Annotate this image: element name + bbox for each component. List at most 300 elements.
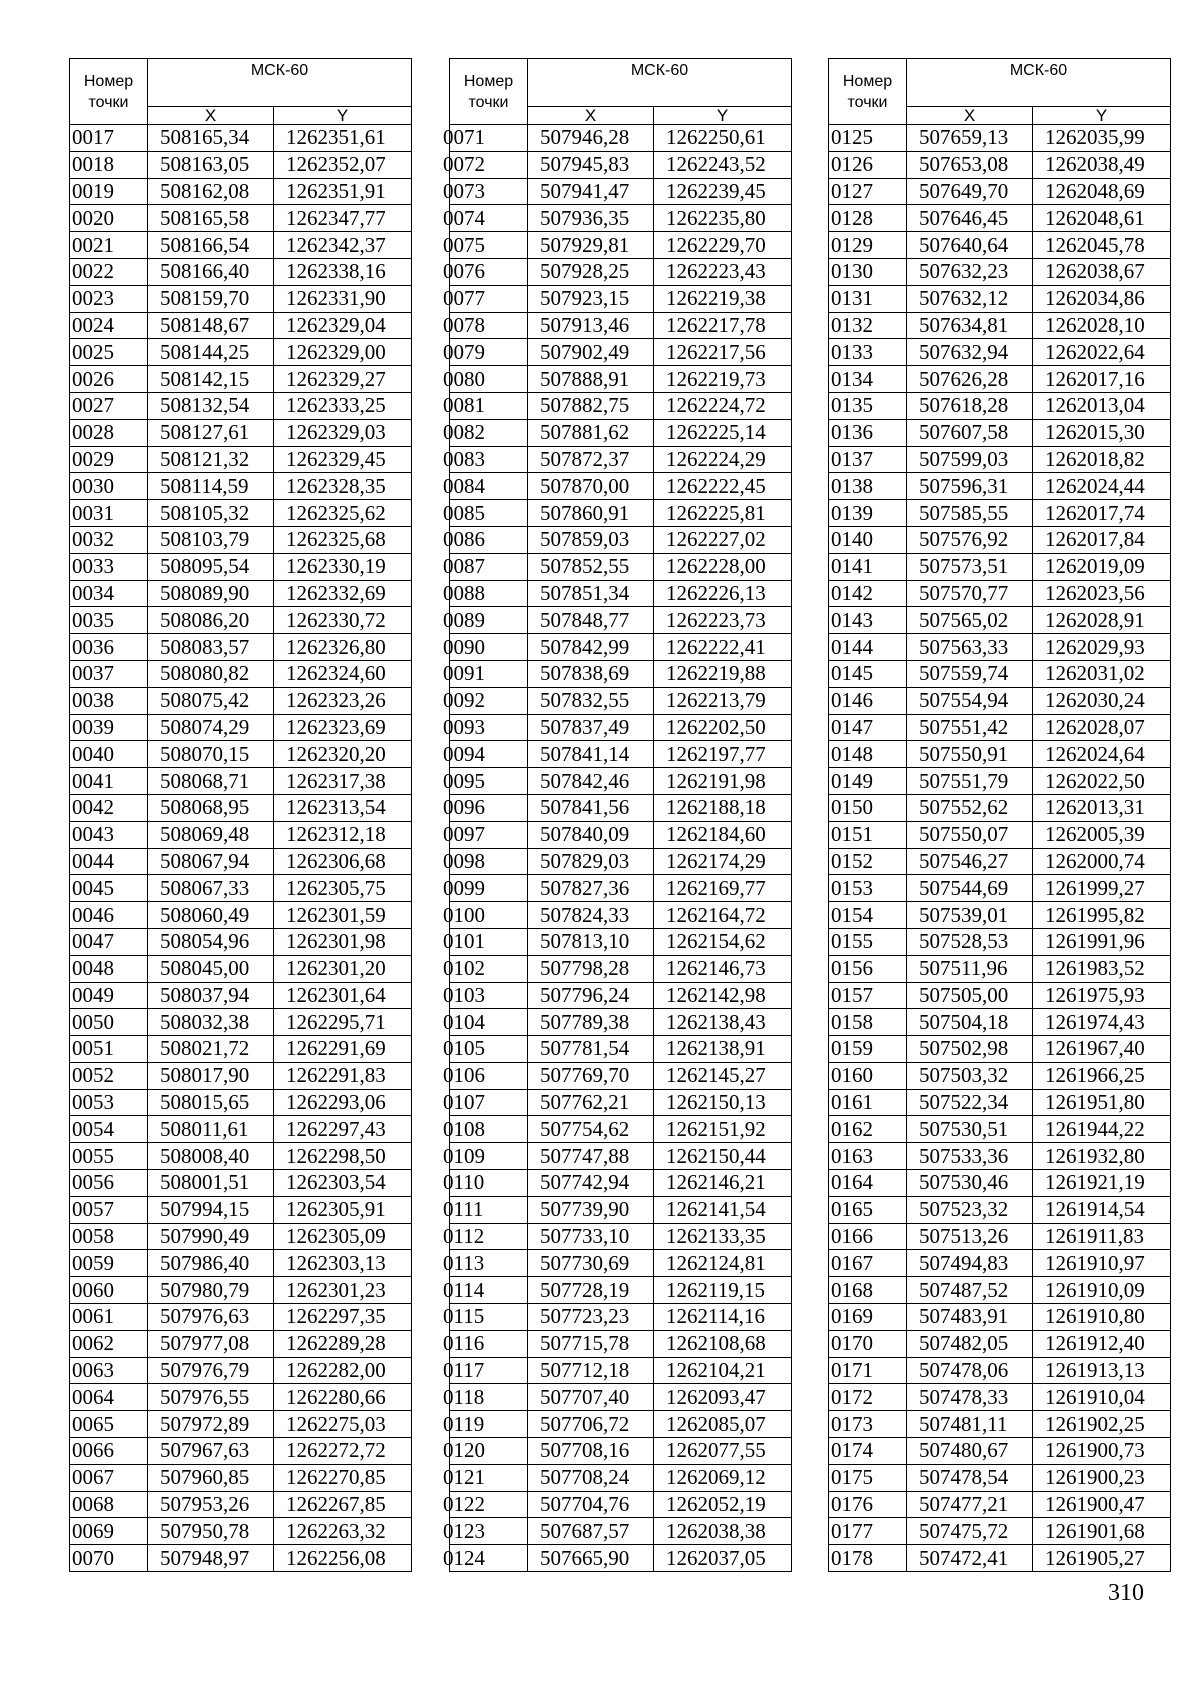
table-row: [829, 1277, 1171, 1304]
x-coordinate-cell: 507477,21: [907, 1491, 1033, 1518]
point-number-cell: 0049: [70, 982, 148, 1009]
x-coordinate-cell: 507870,00: [528, 473, 654, 500]
y-coordinate-cell: 1262270,85: [274, 1464, 412, 1491]
x-coordinate-cell: 507551,42: [907, 714, 1033, 741]
x-coordinate-cell: 507706,72: [528, 1411, 654, 1438]
table-row: [70, 312, 412, 339]
x-coordinate-cell: 507841,14: [528, 741, 654, 768]
table-row: [70, 607, 412, 634]
point-number-cell: 0020: [70, 205, 148, 232]
x-coordinate-cell: 507632,23: [907, 258, 1033, 285]
y-coordinate-cell: 1262329,03: [274, 419, 412, 446]
x-coordinate-cell: 507533,36: [907, 1143, 1033, 1170]
x-coordinate-cell: 507923,15: [528, 285, 654, 312]
y-coordinate-cell: 1262085,07: [654, 1411, 792, 1438]
point-number-cell: 0088: [450, 580, 528, 607]
table-row: [829, 634, 1171, 661]
table-row: [450, 366, 792, 393]
x-coordinate-cell: 508037,94: [148, 982, 274, 1009]
table-row: [829, 848, 1171, 875]
point-number-cell: 0057: [70, 1196, 148, 1223]
table-row: [450, 1384, 792, 1411]
point-number-cell: 0178: [829, 1545, 907, 1572]
point-number-cell: 0034: [70, 580, 148, 607]
point-number-cell: 0050: [70, 1009, 148, 1036]
x-coordinate-cell: 507550,07: [907, 821, 1033, 848]
table-row: [829, 660, 1171, 687]
table-row: [450, 1196, 792, 1223]
point-number-cell: 0043: [70, 821, 148, 848]
table-row: [70, 714, 412, 741]
x-coordinate-cell: 507712,18: [528, 1357, 654, 1384]
table-row: [829, 607, 1171, 634]
x-coordinate-cell: 507747,88: [528, 1143, 654, 1170]
x-coordinate-cell: 507632,12: [907, 285, 1033, 312]
table-row: [829, 500, 1171, 527]
x-coordinate-cell: 508095,54: [148, 553, 274, 580]
point-number-cell: 0170: [829, 1330, 907, 1357]
point-number-cell: 0140: [829, 526, 907, 553]
point-number-cell: 0046: [70, 902, 148, 929]
y-coordinate-cell: 1262226,13: [654, 580, 792, 607]
y-coordinate-cell: 1262154,62: [654, 928, 792, 955]
y-coordinate-cell: 1262297,35: [274, 1304, 412, 1331]
point-number-cell: 0076: [450, 258, 528, 285]
table-row: [450, 1438, 792, 1465]
x-coordinate-cell: 507946,28: [528, 125, 654, 152]
table-row: [70, 741, 412, 768]
x-coordinate-cell: 507503,32: [907, 1062, 1033, 1089]
point-number-cell: 0097: [450, 821, 528, 848]
table-row: [829, 955, 1171, 982]
y-coordinate-cell: 1262119,15: [654, 1277, 792, 1304]
table-header: [450, 59, 792, 125]
y-coordinate-cell: 1262305,09: [274, 1223, 412, 1250]
point-number-cell: 0068: [70, 1491, 148, 1518]
point-number-cell: 0123: [450, 1518, 528, 1545]
point-number-cell: 0158: [829, 1009, 907, 1036]
y-coordinate-cell: 1262030,24: [1033, 687, 1171, 714]
x-coordinate-cell: 507478,33: [907, 1384, 1033, 1411]
y-coordinate-cell: 1262229,70: [654, 232, 792, 259]
point-number-cell: 0145: [829, 660, 907, 687]
point-number-cell: 0078: [450, 312, 528, 339]
y-coordinate-cell: 1262303,13: [274, 1250, 412, 1277]
y-coordinate-cell: 1262146,21: [654, 1170, 792, 1197]
y-coordinate-cell: 1262303,54: [274, 1170, 412, 1197]
page-number: 310: [1108, 1580, 1144, 1606]
table-row: [450, 848, 792, 875]
point-number-cell: 0168: [829, 1277, 907, 1304]
table-row: [829, 982, 1171, 1009]
y-coordinate-cell: 1262022,50: [1033, 768, 1171, 795]
x-coordinate-cell: 507576,92: [907, 526, 1033, 553]
x-coordinate-cell: 508021,72: [148, 1036, 274, 1063]
table-row: [70, 125, 412, 152]
y-coordinate-cell: 1262017,16: [1033, 366, 1171, 393]
x-coordinate-cell: 507739,90: [528, 1196, 654, 1223]
x-coordinate-cell: 507980,79: [148, 1277, 274, 1304]
table-row: [450, 821, 792, 848]
x-coordinate-cell: 507618,28: [907, 392, 1033, 419]
table-row: [450, 1116, 792, 1143]
table-row: [450, 1304, 792, 1331]
y-coordinate-cell: 1262224,29: [654, 446, 792, 473]
y-coordinate-cell: 1262150,13: [654, 1089, 792, 1116]
point-number-cell: 0128: [829, 205, 907, 232]
y-coordinate-cell: 1262038,67: [1033, 258, 1171, 285]
table-row: [829, 526, 1171, 553]
table-header: [70, 59, 412, 125]
x-coordinate-cell: 508132,54: [148, 392, 274, 419]
table-row: [70, 1384, 412, 1411]
table-row: [829, 366, 1171, 393]
point-number-cell: 0160: [829, 1062, 907, 1089]
x-coordinate-cell: 507796,24: [528, 982, 654, 1009]
y-coordinate-cell: 1262191,98: [654, 768, 792, 795]
point-number-header-line2: точки: [847, 93, 888, 111]
point-number-cell: 0146: [829, 687, 907, 714]
point-number-cell: 0021: [70, 232, 148, 259]
table-row: [450, 741, 792, 768]
y-coordinate-cell: 1262005,39: [1033, 821, 1171, 848]
x-coordinate-cell: 508045,00: [148, 955, 274, 982]
point-number-cell: 0055: [70, 1143, 148, 1170]
x-coordinate-cell: 508144,25: [148, 339, 274, 366]
y-coordinate-cell: 1261999,27: [1033, 875, 1171, 902]
y-coordinate-cell: 1262239,45: [654, 178, 792, 205]
y-coordinate-cell: 1262023,56: [1033, 580, 1171, 607]
point-number-cell: 0023: [70, 285, 148, 312]
x-coordinate-cell: 508067,33: [148, 875, 274, 902]
y-coordinate-cell: 1262146,73: [654, 955, 792, 982]
table-row: [70, 419, 412, 446]
y-coordinate-cell: 1262301,23: [274, 1277, 412, 1304]
point-number-cell: 0106: [450, 1062, 528, 1089]
table-row: [829, 232, 1171, 259]
y-coordinate-cell: 1262219,38: [654, 285, 792, 312]
x-coordinate-cell: 507550,91: [907, 741, 1033, 768]
y-coordinate-cell: 1262323,26: [274, 687, 412, 714]
x-coordinate-cell: 507842,99: [528, 634, 654, 661]
point-number-cell: 0167: [829, 1250, 907, 1277]
y-coordinate-cell: 1262217,56: [654, 339, 792, 366]
table-row: [70, 1464, 412, 1491]
point-number-cell: 0156: [829, 955, 907, 982]
y-coordinate-cell: 1262329,04: [274, 312, 412, 339]
x-coordinate-cell: 507546,27: [907, 848, 1033, 875]
point-number-cell: 0161: [829, 1089, 907, 1116]
y-coordinate-cell: 1262038,49: [1033, 151, 1171, 178]
y-coordinate-cell: 1262250,61: [654, 125, 792, 152]
table-row: [70, 1170, 412, 1197]
table-row: [829, 821, 1171, 848]
table-row: [829, 1464, 1171, 1491]
table-row: [70, 1062, 412, 1089]
point-number-cell: 0054: [70, 1116, 148, 1143]
y-coordinate-cell: 1262289,28: [274, 1330, 412, 1357]
x-coordinate-cell: 507539,01: [907, 902, 1033, 929]
point-number-cell: 0099: [450, 875, 528, 902]
x-coordinate-cell: 508068,95: [148, 794, 274, 821]
x-coordinate-cell: 507976,63: [148, 1304, 274, 1331]
x-coordinate-cell: 507646,45: [907, 205, 1033, 232]
y-coordinate-cell: 1262223,43: [654, 258, 792, 285]
point-number-cell: 0157: [829, 982, 907, 1009]
point-number-cell: 0102: [450, 955, 528, 982]
y-coordinate-cell: 1262263,32: [274, 1518, 412, 1545]
y-coordinate-cell: 1262329,00: [274, 339, 412, 366]
y-coordinate-cell: 1262151,92: [654, 1116, 792, 1143]
table-row: [450, 392, 792, 419]
point-number-cell: 0177: [829, 1518, 907, 1545]
point-number-cell: 0087: [450, 553, 528, 580]
table-row: [70, 232, 412, 259]
y-coordinate-cell: 1262184,60: [654, 821, 792, 848]
y-coordinate-cell: 1262108,68: [654, 1330, 792, 1357]
point-number-cell: 0067: [70, 1464, 148, 1491]
point-number-cell: 0083: [450, 446, 528, 473]
y-coordinate-cell: 1262013,04: [1033, 392, 1171, 419]
x-coordinate-cell: 508032,38: [148, 1009, 274, 1036]
x-coordinate-cell: 507599,03: [907, 446, 1033, 473]
point-number-cell: 0113: [450, 1250, 528, 1277]
table-row: [829, 312, 1171, 339]
point-number-cell: 0121: [450, 1464, 528, 1491]
table-row: [829, 1009, 1171, 1036]
x-coordinate-cell: 507544,69: [907, 875, 1033, 902]
point-number-cell: 0166: [829, 1223, 907, 1250]
table-row: [70, 902, 412, 929]
point-number-cell: 0017: [70, 125, 148, 152]
x-coordinate-cell: 508068,71: [148, 768, 274, 795]
x-coordinate-cell: 507827,36: [528, 875, 654, 902]
point-number-cell: 0173: [829, 1411, 907, 1438]
x-coordinate-cell: 507480,67: [907, 1438, 1033, 1465]
table-row: [70, 178, 412, 205]
point-number-header: [70, 59, 148, 125]
table-row: [829, 1330, 1171, 1357]
x-coordinate-cell: 507640,64: [907, 232, 1033, 259]
x-coordinate-cell: 508060,49: [148, 902, 274, 929]
y-coordinate-cell: 1261967,40: [1033, 1036, 1171, 1063]
point-number-header-line2: точки: [468, 93, 509, 111]
table-row: [829, 1143, 1171, 1170]
table-row: [70, 1143, 412, 1170]
x-coordinate-cell: 507986,40: [148, 1250, 274, 1277]
point-number-cell: 0169: [829, 1304, 907, 1331]
x-coordinate-cell: 508015,65: [148, 1089, 274, 1116]
x-coordinate-cell: 507838,69: [528, 660, 654, 687]
table-row: [450, 232, 792, 259]
y-coordinate-cell: 1262328,35: [274, 473, 412, 500]
y-coordinate-cell: 1262295,71: [274, 1009, 412, 1036]
y-coordinate-cell: 1262320,20: [274, 741, 412, 768]
point-number-cell: 0079: [450, 339, 528, 366]
y-coordinate-cell: 1262035,99: [1033, 125, 1171, 152]
table-row: [450, 500, 792, 527]
table-row: [829, 794, 1171, 821]
point-number-cell: 0091: [450, 660, 528, 687]
table-row: [450, 1062, 792, 1089]
point-number-cell: 0149: [829, 768, 907, 795]
table-row: [450, 125, 792, 152]
x-coordinate-cell: 507626,28: [907, 366, 1033, 393]
table-row: [450, 794, 792, 821]
y-coordinate-cell: 1261900,23: [1033, 1464, 1171, 1491]
table-row: [450, 258, 792, 285]
table-row: [450, 1277, 792, 1304]
point-number-cell: 0139: [829, 500, 907, 527]
table-row: [450, 1009, 792, 1036]
table-row: [829, 1438, 1171, 1465]
x-coordinate-cell: 507522,34: [907, 1089, 1033, 1116]
table-row: [829, 1036, 1171, 1063]
y-coordinate-cell: 1262034,86: [1033, 285, 1171, 312]
x-coordinate-cell: 507872,37: [528, 446, 654, 473]
table-row: [829, 1357, 1171, 1384]
point-number-cell: 0056: [70, 1170, 148, 1197]
y-coordinate-cell: 1262133,35: [654, 1223, 792, 1250]
y-column-header: Y: [1033, 107, 1171, 125]
point-number-cell: 0136: [829, 419, 907, 446]
table-row: [829, 1196, 1171, 1223]
table-row: [450, 607, 792, 634]
table-row: [829, 875, 1171, 902]
x-coordinate-cell: 508070,15: [148, 741, 274, 768]
table-row: [450, 902, 792, 929]
x-coordinate-cell: 507848,77: [528, 607, 654, 634]
x-coordinate-cell: 508165,34: [148, 125, 274, 152]
point-number-cell: 0131: [829, 285, 907, 312]
point-number-cell: 0172: [829, 1384, 907, 1411]
x-coordinate-cell: 507902,49: [528, 339, 654, 366]
point-number-cell: 0081: [450, 392, 528, 419]
y-coordinate-cell: 1262024,44: [1033, 473, 1171, 500]
table-row: [829, 580, 1171, 607]
y-coordinate-cell: 1262150,44: [654, 1143, 792, 1170]
table-row: [450, 1491, 792, 1518]
point-number-cell: 0164: [829, 1170, 907, 1197]
point-number-cell: 0116: [450, 1330, 528, 1357]
x-coordinate-cell: 507728,19: [528, 1277, 654, 1304]
y-coordinate-cell: 1262104,21: [654, 1357, 792, 1384]
point-number-cell: 0035: [70, 607, 148, 634]
point-number-cell: 0063: [70, 1357, 148, 1384]
y-coordinate-cell: 1262018,82: [1033, 446, 1171, 473]
point-number-header-line2: точки: [88, 93, 129, 111]
point-number-cell: 0103: [450, 982, 528, 1009]
point-number-cell: 0133: [829, 339, 907, 366]
table-row: [70, 1304, 412, 1331]
point-number-cell: 0094: [450, 741, 528, 768]
x-coordinate-cell: 507482,05: [907, 1330, 1033, 1357]
table-row: [70, 928, 412, 955]
table-row: [450, 1545, 792, 1572]
x-coordinate-cell: 507948,97: [148, 1545, 274, 1572]
y-coordinate-cell: 1262301,98: [274, 928, 412, 955]
x-coordinate-cell: 508163,05: [148, 151, 274, 178]
table-row: [450, 875, 792, 902]
y-coordinate-cell: 1262301,64: [274, 982, 412, 1009]
x-coordinate-cell: 508103,79: [148, 526, 274, 553]
point-number-cell: 0064: [70, 1384, 148, 1411]
y-coordinate-cell: 1262202,50: [654, 714, 792, 741]
point-number-cell: 0029: [70, 446, 148, 473]
x-coordinate-cell: 507504,18: [907, 1009, 1033, 1036]
x-coordinate-cell: 507475,72: [907, 1518, 1033, 1545]
table-row: [70, 1411, 412, 1438]
table-row: [70, 1277, 412, 1304]
y-coordinate-cell: 1262024,64: [1033, 741, 1171, 768]
table-row: [450, 687, 792, 714]
table-row: [70, 1009, 412, 1036]
x-coordinate-cell: 507851,34: [528, 580, 654, 607]
point-number-cell: 0041: [70, 768, 148, 795]
x-coordinate-cell: 507852,55: [528, 553, 654, 580]
y-coordinate-cell: 1261912,40: [1033, 1330, 1171, 1357]
point-number-cell: 0150: [829, 794, 907, 821]
x-coordinate-cell: 507742,94: [528, 1170, 654, 1197]
table-row: [829, 1223, 1171, 1250]
x-coordinate-cell: 507723,23: [528, 1304, 654, 1331]
table-row: [829, 1411, 1171, 1438]
point-number-cell: 0053: [70, 1089, 148, 1116]
table-row: [450, 1143, 792, 1170]
y-coordinate-cell: 1261975,93: [1033, 982, 1171, 1009]
point-number-cell: 0098: [450, 848, 528, 875]
table-row: [70, 794, 412, 821]
point-number-cell: 0108: [450, 1116, 528, 1143]
y-coordinate-cell: 1262174,29: [654, 848, 792, 875]
table-row: [829, 768, 1171, 795]
table-row: [70, 1491, 412, 1518]
y-coordinate-cell: 1262305,75: [274, 875, 412, 902]
point-number-cell: 0045: [70, 875, 148, 902]
table-row: [829, 419, 1171, 446]
coordinate-table-1: [69, 58, 412, 1572]
table-row: [450, 928, 792, 955]
y-coordinate-cell: 1261913,13: [1033, 1357, 1171, 1384]
table-row: [70, 553, 412, 580]
x-coordinate-cell: 507769,70: [528, 1062, 654, 1089]
point-number-cell: 0114: [450, 1277, 528, 1304]
table-row: [70, 848, 412, 875]
table-row: [450, 1036, 792, 1063]
table-row: [70, 1223, 412, 1250]
point-number-cell: 0125: [829, 125, 907, 152]
table-row: [829, 473, 1171, 500]
point-number-cell: 0165: [829, 1196, 907, 1223]
point-number-cell: 0132: [829, 312, 907, 339]
x-column-header: X: [528, 107, 654, 125]
y-coordinate-cell: 1262037,05: [654, 1545, 792, 1572]
point-number-cell: 0096: [450, 794, 528, 821]
point-number-cell: 0118: [450, 1384, 528, 1411]
x-coordinate-cell: 507941,47: [528, 178, 654, 205]
point-number-cell: 0176: [829, 1491, 907, 1518]
point-number-header: [829, 59, 907, 125]
coordinate-table-3: [828, 58, 1171, 1572]
y-coordinate-cell: 1262243,52: [654, 151, 792, 178]
table-row: [450, 178, 792, 205]
table-row: [450, 768, 792, 795]
y-coordinate-cell: 1262169,77: [654, 875, 792, 902]
point-number-cell: 0039: [70, 714, 148, 741]
point-number-cell: 0144: [829, 634, 907, 661]
x-coordinate-cell: 507798,28: [528, 955, 654, 982]
table-row: [829, 258, 1171, 285]
